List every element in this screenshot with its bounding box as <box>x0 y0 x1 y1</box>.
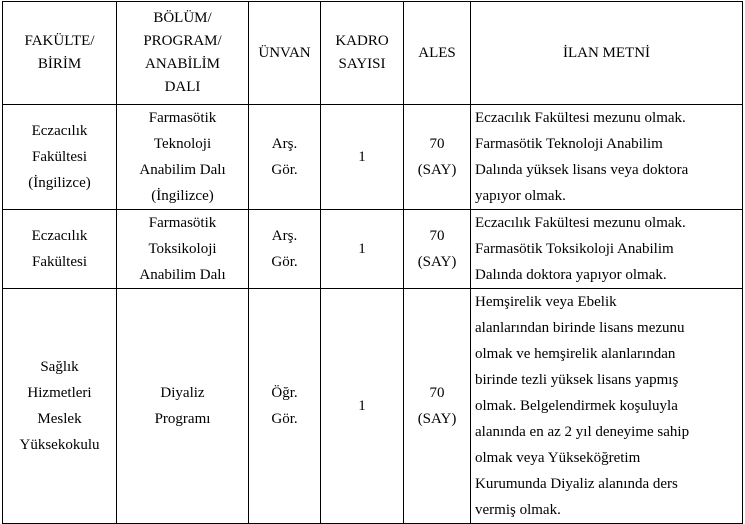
cell-ales: 70 (SAY) <box>404 105 471 210</box>
header-posting-text: İLAN METNİ <box>471 2 743 105</box>
cell-title: Arş. Gör. <box>249 210 321 289</box>
cell-posting-text: Eczacılık Fakültesi mezunu olmak. Farmasötik Teknoloji Anabilim Dalında yüksek lisans veya doktora yapıyor olmak. <box>471 105 743 210</box>
cell-title: Arş. Gör. <box>249 105 321 210</box>
table-row <box>3 105 743 210</box>
cell-department: Diyaliz Programı <box>117 289 249 524</box>
cell-faculty: Eczacılık Fakültesi (İngilizce) <box>3 105 117 210</box>
cell-count: 1 <box>321 289 404 524</box>
cell-department: Farmasötik Toksikoloji Anabilim Dalı <box>117 210 249 289</box>
table-row <box>3 210 743 289</box>
cell-faculty: Sağlık Hizmetleri Meslek Yüksekokulu <box>3 289 117 524</box>
header-title: ÜNVAN <box>249 2 321 105</box>
header-count: KADRO SAYISI <box>321 2 404 105</box>
cell-ales: 70 (SAY) <box>404 210 471 289</box>
cell-ales: 70 (SAY) <box>404 289 471 524</box>
cell-department: Farmasötik Teknoloji Anabilim Dalı (İngilizce) <box>117 105 249 210</box>
table-header-row <box>3 2 743 105</box>
cell-posting-text: Eczacılık Fakültesi mezunu olmak. Farmasötik Toksikoloji Anabilim Dalında doktora yapıyor olmak. <box>471 210 743 289</box>
job-posting-table <box>2 1 743 524</box>
cell-faculty: Eczacılık Fakültesi <box>3 210 117 289</box>
table-row <box>3 289 743 524</box>
cell-title: Öğr. Gör. <box>249 289 321 524</box>
cell-count: 1 <box>321 210 404 289</box>
header-ales: ALES <box>404 2 471 105</box>
header-department: BÖLÜM/ PROGRAM/ ANABİLİM DALI <box>117 2 249 105</box>
header-faculty: FAKÜLTE/ BİRİM <box>3 2 117 105</box>
cell-count: 1 <box>321 105 404 210</box>
cell-posting-text: Hemşirelik veya Ebelik alanlarından birinde lisans mezunu olmak ve hemşirelik alanlarından birinde tezli yüksek lisans yapmış olmak. Belgelendirmek koşuluyla alanında en az 2 yıl deneyime sahip olmak veya Yükseköğretim Kurumunda Diyaliz alanında ders vermiş olmak. <box>471 289 743 524</box>
